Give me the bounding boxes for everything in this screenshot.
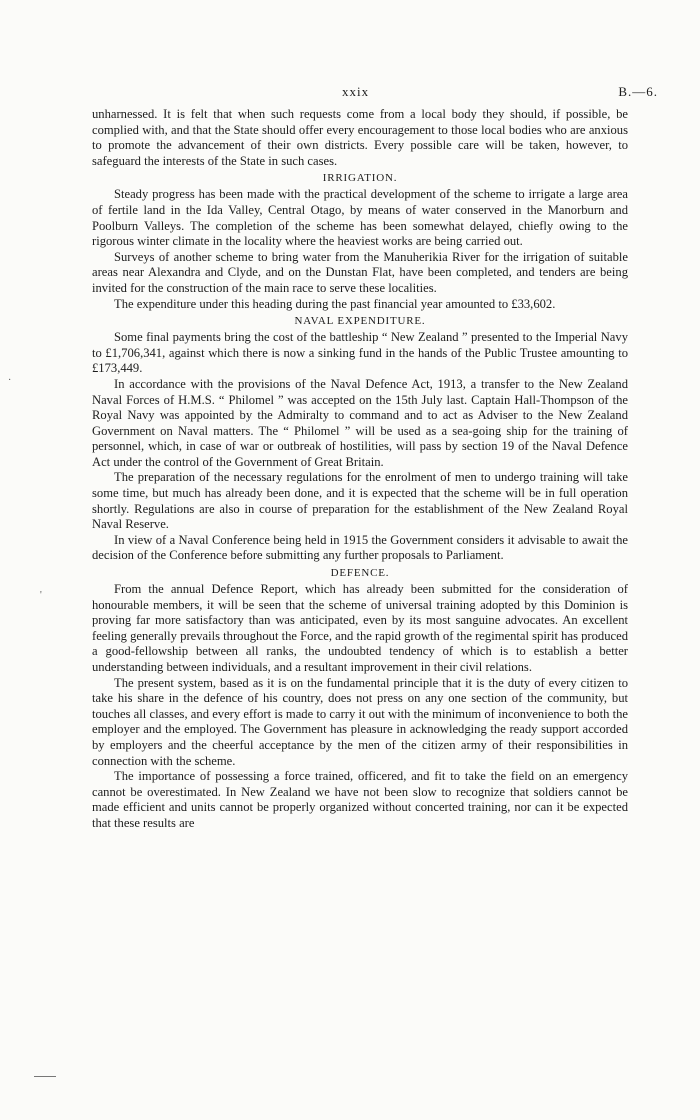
paragraph: The present system, based as it is on the fundamental principle that it is the duty of every citizen to take his share in the defence of his country, does not press on any one section of the community, but touches all classes, and every effort is made to carry it out with the minimum of inconvenience to both the employer and the employed. The Government has pleasure in acknowledging the ready support accorded by employers and the cheerful acceptance by the men of the citizen army of their responsibilities in connection with the scheme. [92,675,628,768]
section-heading-defence: DEFENCE. [330,567,390,580]
scan-mark [34,1076,56,1077]
paragraph: Some final payments bring the cost of the battleship “ New Zealand ” presented to the Imperial Navy to £1,706,341, against which there is now a sinking fund in the hands of the Public Trustee amounting to £173,449. [92,330,628,376]
page-header [0,84,700,102]
section-heading-irrigation: IRRIGATION. [322,172,398,185]
paragraph: The expenditure under this heading during the past financial year amounted to £33,602. [114,296,556,311]
document-body [92,107,628,832]
scan-mark: ' [40,590,42,601]
section-heading-naval-expenditure: NAVAL EXPENDITURE. [294,315,426,328]
paragraph: In accordance with the provisions of the Naval Defence Act, 1913, a transfer to the New Zealand Naval Forces of H.M.S. “ Philomel ” was accepted on the 15th July last. Captain Hall-Thompson of the Royal Navy was appointed by the Admiralty to command and to act as Adviser to the New Zealand Government on Naval matters. The “ Philomel ” will be used as a sea-going ship for the training of personnel, which, in case of war or outbreak of hostilities, will pass by section 19 of the Naval Defence Act under the control of the Government of Great Britain. [92,376,628,469]
paragraph: Steady progress has been made with the practical development of the scheme to irrigate a large area of fertile land in the Ida Valley, Central Otago, by means of water conserved in the Manorburn and Poolburn Valleys. The completion of the scheme has been somewhat delayed, chiefly owing to the rigorous winter climate in the locality where the heaviest works are being carried out. [92,187,628,249]
page-number: xxix [342,84,370,99]
section-irrigation [92,171,628,312]
paragraph: From the annual Defence Report, which has already been submitted for the consideration of honourable members, it will be seen that the scheme of universal training adopted by this Dominion is proving far more satisfactory than was anticipated, even by its most sanguine advocates. An excellent feeling generally prevails throughout the Force, and the rapid growth of the regimental spirit has produced a good-fellowship between all ranks, the undoubted tendency of which is to establish a better understanding between individuals, and a resultant improvement in their civil relations. [92,582,628,674]
section-defence [92,566,628,832]
scan-mark: · [8,375,12,386]
paragraph: unharnessed. It is felt that when such requests come from a local body they should, if possible, be complied with, and that the State should offer every encouragement to those local bodies who are anxious to promote the advancement of their own districts. Every possible care will be taken, however, to safeguard the interests of the State in such cases. [92,107,628,168]
section-continuation [92,107,628,169]
section-naval-expenditure [92,314,628,564]
paper-reference: B.—6. [618,84,658,99]
paragraph: The importance of possessing a force trained, officered, and fit to take the field on an emergency cannot be overestimated. In New Zealand we have not been slow to recognize that soldiers cannot be made efficient and units cannot be properly organized without concerted training, nor can it be expected that these results are [92,769,628,830]
paragraph: Surveys of another scheme to bring water from the Manuherikia River for the irrigation of suitable areas near Alexandra and Clyde, and on the Dunstan Flat, have been completed, and tenders are being invited for the construction of the main race to serve these localities. [92,249,628,295]
paragraph: The preparation of the necessary regulations for the enrolment of men to undergo training will take some time, but much has already been done, and it is expected that the scheme will be in full operation shortly. Regulations are also in course of preparation for the establishment of the New Zealand Royal Naval Reserve. [92,470,628,532]
paragraph: In view of a Naval Conference being held in 1915 the Government considers it advisable to await the decision of the Conference before submitting any further proposals to Parliament. [92,532,628,563]
